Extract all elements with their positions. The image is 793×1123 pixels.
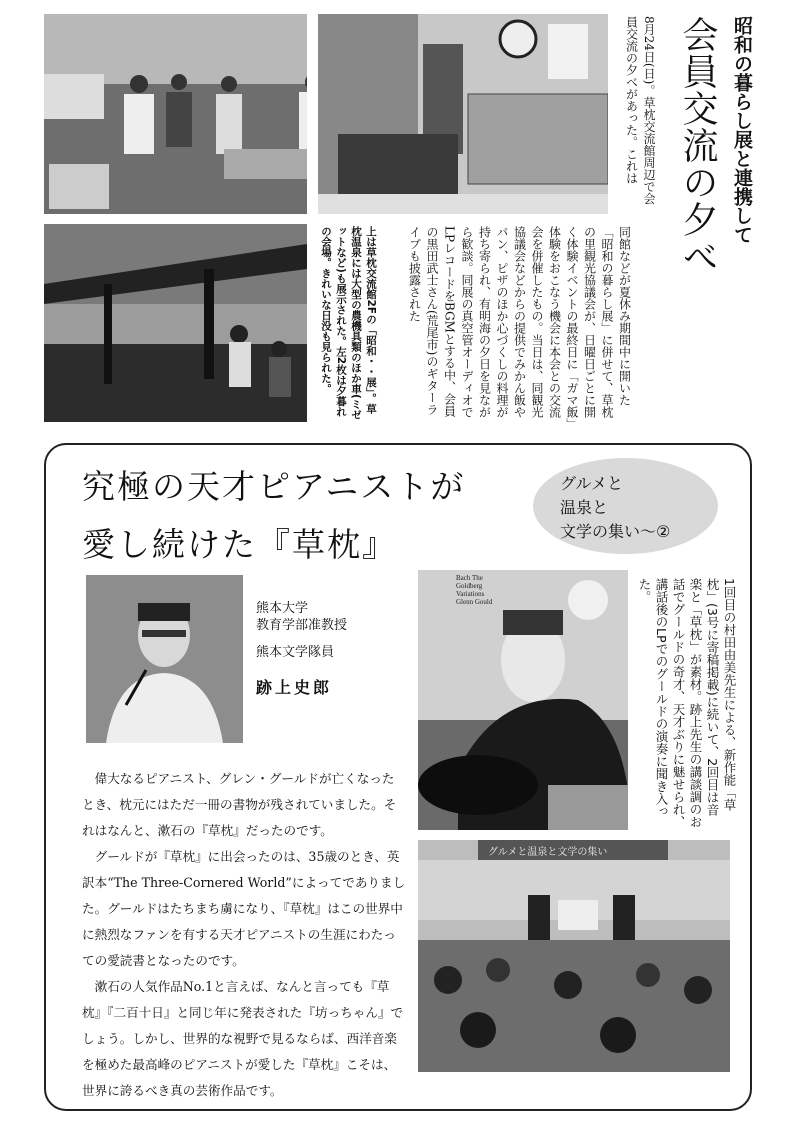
feature-essay [82,766,407,1104]
series-label [560,472,670,544]
series-line-3: 文学の集い～② [560,522,671,541]
article-body-continued: 同館などが夏休み期間中に開いた「昭和の暮らし展」に併せて、草枕の里観光協議会が、日曜日ごとに開く体験イベントの最終日に「ガマ飯」体験をおこなう機会に本会との交流会を併催したもの。当日は、同観光協議会などからの提供でみかん飯やパン、ピザのほか心づくしの料理が持ち寄られ、有明海の夕日を見ながら歓談。同展の真空管オーディオでLPレコードをBGMとする中、会員の黒田武士さん(荒尾市)のギターライブも披露された [407,226,632,424]
article-title: 会員交流の夕べ [677,16,718,275]
author-group: 熊本文学隊員 [256,645,335,660]
photo-caption-top: 上は草枕交流館2Fの「昭和・・展」。草枕温泉には大型の農機具類のほか車(ミゼットなど)も展示された。左2枚は夕暮れの会場。きれいな日没も見られた。 [320,226,377,420]
headline-line-2: 愛し続けた『草枕』 [82,525,397,564]
headline-line-1: 究極の天才ピアニストが [82,467,466,506]
photo-caption-right: 1回目の村田由美先生による、新作能「草枕」(3号に寄稿掲載)に続いて、2回目は音楽と「草枕」が素材。跡上先生の講談調のお話でグールドの奇才、天才ぶりに魅せられ、講話後のLPでのグールドの演奏に聞き入った。 [637,578,737,828]
photo-lecture-audience [418,840,730,1072]
essay-paragraph: 偉大なるピアニスト、グレン・グールドが亡くなったとき、枕元にはただ一冊の書物が残されていました。それはなんと、漱石の『草枕』だったのです。 [82,771,397,838]
article-subtitle: 昭和の暮らし展と連携して [731,16,753,244]
photo-dusk-venue [44,224,307,422]
author-affiliation-2: 教育学部准教授 [256,618,348,633]
author-affiliation-1: 熊本大学 [256,601,309,616]
photo-bbq-gathering [44,14,307,214]
author-block [256,600,347,696]
lecture-banner-text: グルメと温泉と文学の集い [488,847,608,858]
photo-author-portrait [86,575,243,743]
feature-headline [82,458,465,574]
album-cover-text: Bach The Goldberg Variations Glenn Gould [456,574,493,606]
essay-paragraph: グールドが『草枕』に出会ったのは、35歳のとき、英訳本“The Three-Cornered World”によってでありました。グールドはたちまち虜になり、『草枕』はこの世界中に熱烈なファンを有する天才ピアニストの生涯にわたっての愛読書となったのです。 [82,849,406,968]
essay-paragraph: 漱石の人気作品No.1と言えば、なんと言っても『草枕』『二百十日』と同じ年に発表された『坊っちゃん』でしょう。しかし、世界的な視野で見るならば、西洋音楽を極めた最高峰のピアニストが愛した『草枕』こそは、世界に誇るべき真の芸術作品です。 [82,979,404,1098]
series-line-2: 温泉と [560,498,609,517]
photo-showa-exhibit-room [318,14,608,214]
photo-gould-album-record [418,570,628,830]
article-body-lead: 8月24日(日)。草枕交流館周辺で会員交流の夕べがあった。これは [624,16,656,205]
author-name: 跡上史郎 [256,678,333,697]
series-line-1: グルメと [560,474,624,493]
